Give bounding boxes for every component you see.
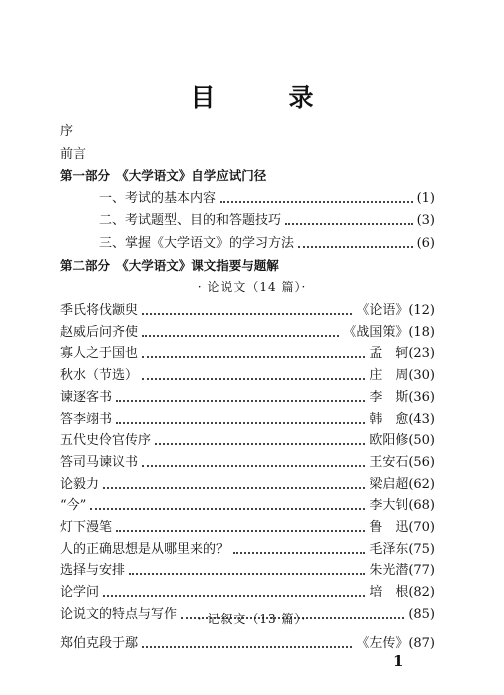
toc-ref: (1) <box>416 191 435 206</box>
toc-entry <box>99 234 435 254</box>
dot-leader <box>142 356 365 358</box>
dot-leader <box>103 595 365 597</box>
toc-label: 序 <box>60 124 74 139</box>
toc-entry <box>60 453 435 473</box>
dot-leader <box>90 508 365 510</box>
toc-ref: 李大钊(68) <box>369 498 435 514</box>
toc-label: 答司马谏议书 <box>60 454 139 470</box>
part2-heading <box>60 256 279 276</box>
dot-leader <box>103 487 365 489</box>
dot-leader <box>220 201 413 203</box>
toc-label: 灯下漫笔 <box>60 520 113 535</box>
toc-entry <box>60 366 435 386</box>
toc-ref: 朱光潜(77) <box>369 563 435 579</box>
dot-leader <box>129 573 365 575</box>
dot-leader <box>116 530 365 532</box>
toc-front-foreword <box>60 145 86 165</box>
toc-ref: 韩 愈(43) <box>369 411 435 427</box>
toc-ref: (3) <box>416 213 435 228</box>
toc-label: 论说文的特点与写作 <box>60 606 178 622</box>
toc-entry <box>60 344 435 364</box>
toc-ref: 李 斯(36) <box>369 389 435 405</box>
dot-leader <box>116 422 365 424</box>
toc-entry <box>60 323 435 343</box>
toc-ref: 鲁 迅(70) <box>369 520 435 535</box>
page-number: 1 <box>393 652 404 670</box>
toc-entry <box>60 475 435 495</box>
toc-ref: 《论语》(12) <box>356 303 435 318</box>
toc-entry <box>99 211 435 231</box>
toc-ref: (6) <box>416 236 435 251</box>
part-heading-text: 第一部分 《大学语文》自学应试门径 <box>60 168 267 183</box>
toc-entry <box>99 189 435 209</box>
toc-ref: 欧阳修(50) <box>369 433 435 449</box>
toc-entry <box>60 518 435 538</box>
toc-ref: 王安石(56) <box>369 454 435 470</box>
toc-entry <box>60 561 435 581</box>
toc-entry <box>60 431 435 451</box>
dot-leader <box>285 223 413 225</box>
toc-label: 论毅力 <box>60 476 100 492</box>
toc-front-preface <box>60 122 73 142</box>
toc-label: 选择与安排 <box>60 563 126 579</box>
toc-label: 五代史伶官传序 <box>60 433 152 449</box>
toc-ref: 梁启超(62) <box>369 476 435 492</box>
toc-label: “今” <box>60 498 87 514</box>
toc-entry <box>60 634 435 654</box>
dot-leader <box>142 378 365 380</box>
toc-label: 季氏将伐颛臾 <box>60 303 139 318</box>
toc-label: 寡人之于国也 <box>60 346 139 362</box>
part1-heading <box>60 166 266 186</box>
toc-entry <box>60 583 435 603</box>
toc-label: 二、考试题型、目的和答题技巧 <box>99 213 282 228</box>
toc-label: 谏逐客书 <box>60 389 113 405</box>
section-heading-argumentative: · 论说文（14 篇）· <box>197 280 307 294</box>
page-title: 目 录 <box>190 83 338 112</box>
dot-leader <box>142 465 365 467</box>
toc-entry <box>60 496 435 516</box>
toc-label: 前言 <box>60 147 87 162</box>
toc-ref: 孟 轲(23) <box>369 346 435 362</box>
toc-label: 答李翊书 <box>60 411 113 427</box>
dot-leader <box>142 335 339 337</box>
dot-leader <box>142 646 352 648</box>
toc-label: 秋水（节选） <box>60 368 139 384</box>
dot-leader <box>155 443 365 445</box>
dot-leader <box>233 552 365 554</box>
toc-ref: 毛泽东(75) <box>369 541 435 557</box>
toc-label: 论学问 <box>60 585 100 601</box>
toc-entry <box>60 540 435 560</box>
dot-leader <box>298 246 413 248</box>
section-heading-narrative: · 记叙文（13 篇）· <box>197 612 307 626</box>
toc-entry <box>60 410 435 430</box>
toc-label: 三、掌握《大学语文》的学习方法 <box>99 236 295 251</box>
dot-leader <box>116 400 365 402</box>
toc-label: 人的正确思想是从哪里来的？ <box>60 541 230 557</box>
toc-label: 郑伯克段于鄢 <box>60 636 139 651</box>
toc-entry <box>60 301 435 321</box>
toc-entry <box>60 388 435 408</box>
toc-ref: 《战国策》(18) <box>343 324 435 340</box>
toc-ref: 庄 周(30) <box>369 368 435 384</box>
toc-ref: 培 根(82) <box>369 585 435 601</box>
toc-label: 赵威后问齐使 <box>60 324 139 340</box>
toc-ref: (85) <box>408 606 435 622</box>
part-heading-text: 第二部分 《大学语文》课文指要与题解 <box>60 258 279 273</box>
dot-leader <box>142 313 352 315</box>
toc-label: 一、考试的基本内容 <box>99 191 217 206</box>
toc-ref: 《左传》(87) <box>356 636 435 651</box>
